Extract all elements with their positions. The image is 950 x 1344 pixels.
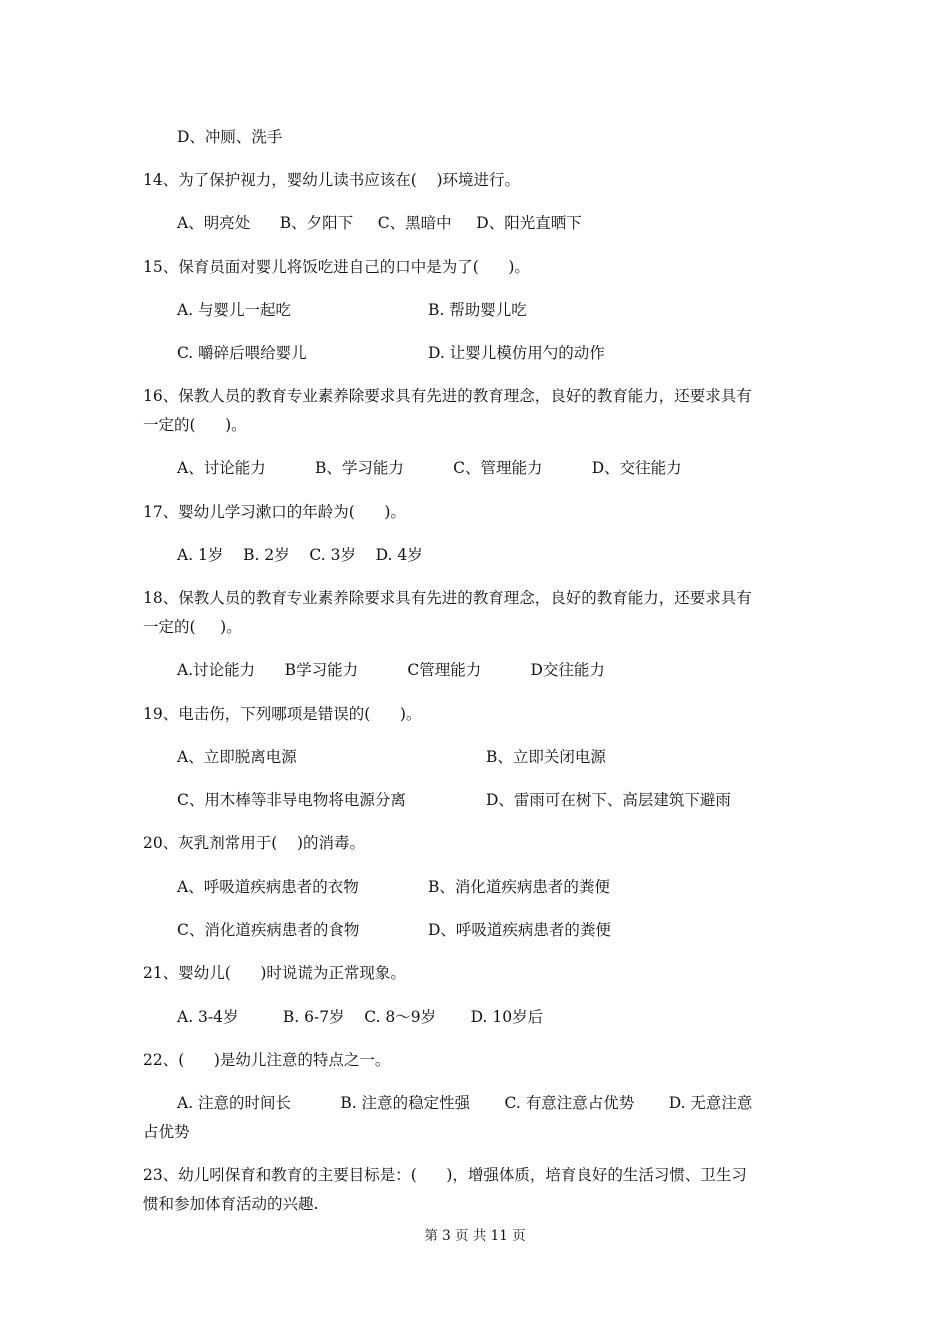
question-16-line-1: 16、保教人员的教育专业素养除要求具有先进的教育理念，良好的教育能力，还要求具有 bbox=[143, 387, 752, 405]
option-line: D、冲厕、洗手 bbox=[177, 128, 283, 146]
option-15-b: B. 帮助婴儿吃 bbox=[428, 301, 527, 319]
question-20: 20、灰乳剂常用于( )的消毒。 bbox=[143, 834, 366, 852]
option-15-a: A. 与婴儿一起吃 bbox=[177, 301, 292, 319]
question-19: 19、电击伤，下列哪项是错误的( )。 bbox=[143, 705, 422, 723]
question-16-line-2: 一定的( )。 bbox=[143, 416, 247, 434]
option-15-c: C. 嚼碎后喂给婴儿 bbox=[177, 344, 307, 362]
option-19-a: A、立即脱离电源 bbox=[177, 748, 297, 766]
question-23-line-2: 惯和参加体育活动的兴趣. bbox=[143, 1195, 319, 1213]
option-20-b: B、消化道疾病患者的粪便 bbox=[428, 878, 610, 896]
option-20-c: C、消化道疾病患者的食物 bbox=[177, 921, 360, 939]
question-21: 21、婴幼儿( )时说谎为正常现象。 bbox=[143, 964, 406, 982]
question-18-line-2: 一定的( )。 bbox=[143, 618, 242, 636]
options-17: A. 1岁 B. 2岁 C. 3岁 D. 4岁 bbox=[177, 546, 423, 564]
option-20-a: A、呼吸道疾病患者的衣物 bbox=[177, 878, 359, 896]
question-14: 14、为了保护视力，婴幼儿读书应该在( )环境进行。 bbox=[143, 171, 521, 189]
option-15-d: D. 让婴儿模仿用勺的动作 bbox=[428, 344, 605, 362]
option-19-c: C、用木棒等非导电物将电源分离 bbox=[177, 791, 406, 809]
question-17: 17、婴幼儿学习漱口的年龄为( )。 bbox=[143, 503, 406, 521]
options-21: A. 3-4岁 B. 6-7岁 C. 8～9岁 D. 10岁后 bbox=[177, 1008, 544, 1026]
question-15: 15、保育员面对婴儿将饭吃进自己的口中是为了( )。 bbox=[143, 258, 530, 276]
options-18: A.讨论能力 B学习能力 C管理能力 D交往能力 bbox=[177, 661, 605, 679]
option-19-b: B、立即关闭电源 bbox=[486, 748, 606, 766]
page-footer: 第 3 页 共 11 页 bbox=[424, 1228, 526, 1244]
options-14: A、明亮处 B、夕阳下 C、黑暗中 D、阳光直晒下 bbox=[177, 214, 582, 232]
question-18-line-1: 18、保教人员的教育专业素养除要求具有先进的教育理念，良好的教育能力，还要求具有 bbox=[143, 589, 752, 607]
option-20-d: D、呼吸道疾病患者的粪便 bbox=[428, 921, 611, 939]
options-22-continued: 占优势 bbox=[143, 1123, 190, 1141]
question-23-line-1: 23、幼儿吲保育和教育的主要目标是：( )，增强体质，培育良好的生活习惯、卫生习 bbox=[143, 1166, 747, 1184]
option-19-d: D、雷雨可在树下、高层建筑下避雨 bbox=[486, 791, 731, 809]
options-22: A. 注意的时间长 B. 注意的稳定性强 C. 有意注意占优势 D. 无意注意 bbox=[177, 1094, 753, 1112]
options-16: A、讨论能力 B、学习能力 C、管理能力 D、交往能力 bbox=[177, 459, 682, 477]
question-22: 22、( )是幼儿注意的特点之一。 bbox=[143, 1051, 391, 1069]
